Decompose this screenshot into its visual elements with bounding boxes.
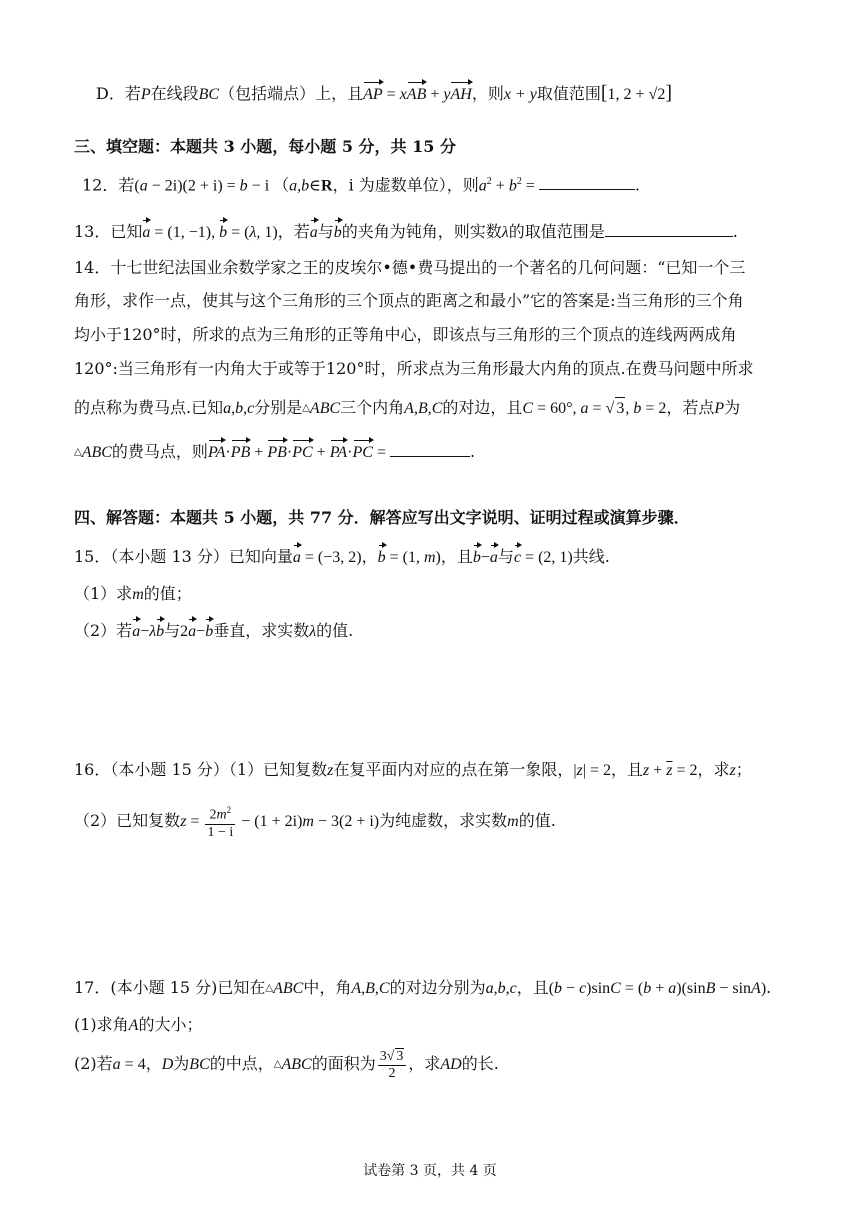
answer-blank-12[interactable] (539, 173, 635, 190)
question-15-part-1: （1）求m的值； (74, 584, 192, 603)
question-16: 16．（本小题 15 分）（1）已知复数z在复平面内对应的点在第一象限，|z| = 2，且$z + \overline{z} = 2$，求z； (74, 760, 752, 779)
question-15-part-2: （2）若a−λb与2a−b垂直，求实数λ的值. (74, 617, 353, 643)
range-value: 1, 2 + √2 (607, 86, 666, 103)
page-footer: 试卷第 3 页，共 4 页 (363, 1163, 497, 1179)
question-14-line-1: 14．十七世纪法国业余数学家之王的皮埃尔•德•费马提出的一个著名的几何问题：“已知一个三 (74, 258, 746, 277)
question-15: 15．（本小题 13 分）已知向量a = (−3, 2)，b = (1, m)，且b−a与c = (2, 1)共线. (74, 543, 610, 569)
answer-blank-14[interactable] (390, 440, 470, 457)
answer-blank-13[interactable] (605, 220, 733, 237)
question-14-line-3: 均小于120°时，所求的点为三角形的正等角中心，即该点与三角形的三个顶点的连线两两成角 (74, 325, 737, 344)
question-14-line-4: 120°:当三角形有一内角大于或等于120°时，所求点为三角形最大内角的顶点.在费马问题中所求 (74, 359, 754, 378)
question-17-part-2: (2)若a = 4，D为BC的中点，△ABC的面积为 $\frac{3√ 3}{2}$ ，求AD的长. (74, 1048, 499, 1081)
question-14-line-2: 角形，求作一点，使其与这个三角形的三个顶点的距离之和最小”它的答案是:当三角形的三个角 (74, 291, 744, 310)
question-12: 12．若(a − 2i)(2 + i) = b − i （a,b∈R，i 为虚数单位），则$a^2 + b^2$ = . (82, 175, 640, 195)
question-16-part-2: （2）已知复数z = $\frac{2m^2}{1 - i}$ − (1 + 2i)m − 3(2 + i)为纯虚数，求实数m的值. (74, 801, 556, 842)
section-title-fill-blank: 三、填空题：本题共 3 小题，每小题 5 分，共 15 分 (74, 137, 456, 156)
section-title-answer: 四、解答题：本题共 5 小题，共 77 分．解答应写出文字说明、证明过程或演算步骤． (74, 508, 690, 527)
option-d: D．若P在线段BC（包括端点）上，且AP = xAB + yAH，则x + y取值范围[1, 2 + √2] (96, 82, 672, 104)
question-13: 13．已知a = (1, −1), b = (λ, 1)，若a与b的夹角为钝角，则实数λ的取值范围是 . (74, 218, 738, 244)
question-17: 17．(本小题 15 分)已知在△ABC中，角A,B,C的对边分别为a,b,c，且(b − c)sinC = (b + a)(sinB − sinA). (74, 978, 772, 997)
question-14-line-6: △ABC的费马点，则PA·PB + PB·PC + PA·PC = . (74, 438, 475, 464)
question-17-part-1: (1)求角A的大小； (74, 1015, 203, 1034)
question-14-line-5: 的点称为费马点.已知a,b,c分别是△ABC三个内角A,B,C的对边，且C = 60°, a = √ 3, b = 2，若点P为 (74, 397, 740, 420)
